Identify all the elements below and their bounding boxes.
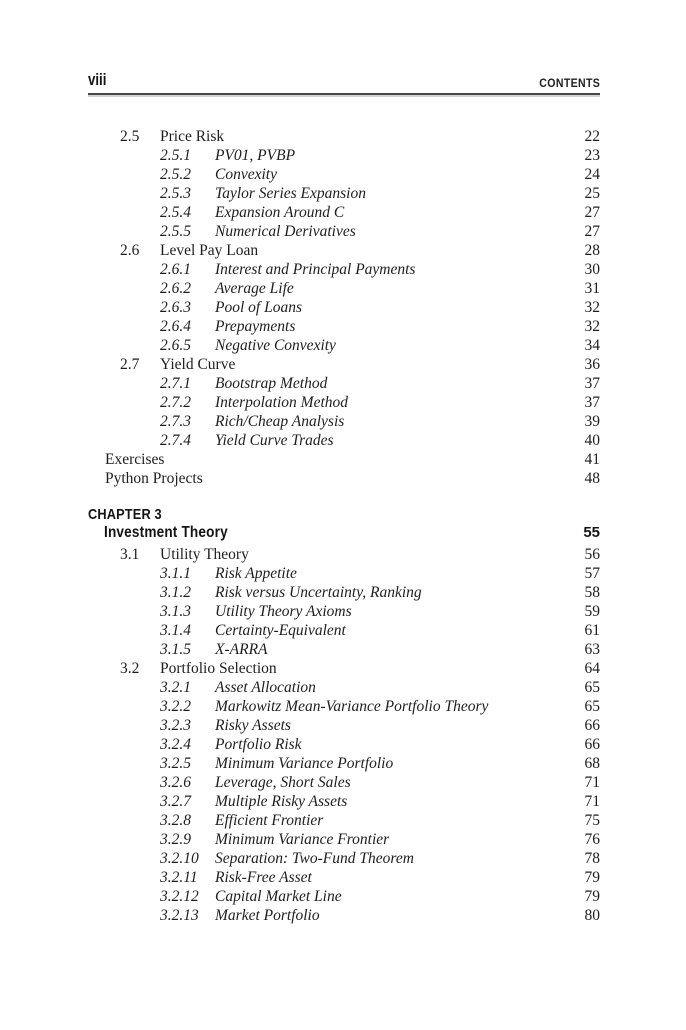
entry-number: 3.2.11 (160, 869, 198, 886)
entry-title: Risk Appetite (215, 565, 297, 582)
toc-list (88, 127, 600, 925)
entry-title: Minimum Variance Portfolio (215, 755, 394, 772)
entry-page: 41 (584, 451, 600, 468)
entry-page: 57 (584, 565, 600, 582)
entry-number: 3.1.1 (160, 565, 191, 582)
entry-number: 2.5.4 (160, 204, 191, 221)
page-folio: viii (88, 70, 107, 89)
toc-entry-subsection (88, 697, 600, 716)
entry-page: 32 (584, 318, 600, 335)
entry-title: Multiple Risky Assets (215, 793, 348, 810)
toc-entry-subsection (88, 621, 600, 640)
entry-page: 64 (584, 660, 600, 677)
entry-number: 2.5.3 (160, 185, 191, 202)
entry-title: Separation: Two-Fund Theorem (215, 850, 414, 867)
entry-page: 39 (584, 413, 600, 430)
entry-page: 79 (584, 888, 600, 905)
entry-title: Price Risk (160, 128, 225, 145)
entry-title: Risk-Free Asset (215, 869, 312, 886)
entry-title: Leverage, Short Sales (215, 774, 351, 791)
entry-number: 2.7.2 (160, 394, 191, 411)
toc-entry-subsection (88, 298, 600, 317)
entry-title: Expansion Around C (215, 204, 345, 221)
entry-title: Portfolio Risk (215, 736, 302, 753)
toc-entry-backmatter (88, 450, 600, 469)
entry-page: 59 (584, 603, 600, 620)
toc-entry-section (88, 545, 600, 564)
entry-page: 31 (584, 280, 600, 297)
toc-entry-subsection (88, 431, 600, 450)
entry-number: 3.2.9 (160, 831, 191, 848)
toc-entry-subsection (88, 773, 600, 792)
entry-number: 3.2.13 (160, 907, 199, 924)
entry-title: Capital Market Line (215, 888, 342, 905)
entry-page: 66 (584, 736, 600, 753)
toc-entry-subsection (88, 716, 600, 735)
entry-page: 68 (584, 755, 600, 772)
entry-number: 3.2.10 (160, 850, 199, 867)
entry-page: 63 (584, 641, 600, 658)
entry-number: 2.6.3 (160, 299, 191, 316)
toc-entry-subsection (88, 640, 600, 659)
entry-number: 3.1.5 (160, 641, 191, 658)
entry-page: 75 (584, 812, 600, 829)
entry-number: 3.2.4 (160, 736, 191, 753)
toc-entry-subsection (88, 868, 600, 887)
entry-page: 76 (584, 831, 600, 848)
entry-number: 3.2.5 (160, 755, 191, 772)
entry-title: Exercises (105, 451, 165, 468)
toc-entry-section (88, 127, 600, 146)
entry-title: Asset Allocation (215, 679, 316, 696)
entry-title: Level Pay Loan (160, 242, 259, 259)
toc-entry-subsection (88, 374, 600, 393)
entry-title: Interpolation Method (215, 394, 349, 411)
page-header (88, 62, 600, 95)
entry-page: 79 (584, 869, 600, 886)
toc-entry-section (88, 241, 600, 260)
toc-entry-subsection (88, 678, 600, 697)
entry-page: 40 (584, 432, 600, 449)
entry-page: 58 (584, 584, 600, 601)
entry-page: 34 (584, 337, 600, 354)
entry-title: Prepayments (215, 318, 296, 335)
entry-number: 3.2.8 (160, 812, 191, 829)
entry-title: PV01, PVBP (215, 147, 296, 164)
toc-entry-subsection (88, 754, 600, 773)
entry-number: 2.5.2 (160, 166, 191, 183)
chapter-title-cell (104, 524, 554, 542)
toc-entry-subsection (88, 203, 600, 222)
entry-title: Negative Convexity (215, 337, 336, 354)
entry-number: 2.7.3 (160, 413, 191, 430)
entry-page: 28 (584, 242, 600, 259)
header-rule (88, 93, 600, 95)
entry-number: 3.2.6 (160, 774, 191, 791)
toc-entry-subsection (88, 887, 600, 906)
entry-page: 71 (584, 793, 600, 810)
entry-title: Market Portfolio (215, 907, 320, 924)
entry-title: Average Life (215, 280, 294, 297)
entry-page: 27 (584, 204, 600, 221)
toc-entry-subsection (88, 317, 600, 336)
running-head: CONTENTS (539, 76, 600, 90)
entry-title: Numerical Derivatives (215, 223, 356, 240)
toc-entry-section (88, 659, 600, 678)
toc-entry-subsection (88, 146, 600, 165)
entry-title: Yield Curve Trades (215, 432, 334, 449)
entry-number: 2.6.2 (160, 280, 191, 297)
entry-number: 3.1 (120, 546, 140, 563)
toc-entry-subsection (88, 184, 600, 203)
toc-entry-subsection (88, 336, 600, 355)
entry-page: 37 (584, 375, 600, 392)
entry-title: Yield Curve (160, 356, 236, 373)
toc-entry-subsection (88, 412, 600, 431)
entry-number: 2.6 (120, 242, 140, 259)
entry-page: 78 (584, 850, 600, 867)
entry-title: Minimum Variance Frontier (215, 831, 390, 848)
entry-title: Risky Assets (215, 717, 291, 734)
toc-entry-subsection (88, 830, 600, 849)
entry-number: 2.7.1 (160, 375, 191, 392)
toc-entry-subsection (88, 602, 600, 621)
entry-title: X-ARRA (215, 641, 268, 658)
entry-title: Risk versus Uncertainty, Ranking (215, 584, 422, 601)
entry-title: Utility Theory Axioms (215, 603, 352, 620)
entry-number: 3.1.4 (160, 622, 191, 639)
entry-page: 36 (584, 356, 600, 373)
entry-number: 2.5 (120, 128, 140, 145)
entry-number: 2.5.5 (160, 223, 191, 240)
toc-entry-subsection (88, 735, 600, 754)
entry-page: 56 (584, 546, 600, 563)
toc-entry-subsection (88, 811, 600, 830)
toc-entry-subsection (88, 564, 600, 583)
entry-number: 3.2.3 (160, 717, 191, 734)
entry-number: 2.7 (120, 356, 140, 373)
entry-title: Rich/Cheap Analysis (215, 413, 345, 430)
entry-title: Python Projects (105, 470, 203, 487)
chapter-page: 55 (583, 524, 600, 541)
entry-page: 30 (584, 261, 600, 278)
entry-title: Markowitz Mean-Variance Portfolio Theory (215, 698, 489, 715)
entry-page: 22 (584, 128, 600, 145)
entry-number: 3.2.12 (160, 888, 199, 905)
entry-title: Bootstrap Method (215, 375, 328, 392)
chapter-title: Investment Theory (104, 524, 228, 541)
entry-page: 80 (584, 907, 600, 924)
toc-entry-subsection (88, 222, 600, 241)
toc-entry-subsection (88, 849, 600, 868)
entry-title: Utility Theory (160, 546, 249, 563)
chapter-heading-label: CHAPTER 3 (88, 506, 162, 523)
entry-title: Taylor Series Expansion (215, 185, 366, 202)
toc-entry-subsection (88, 260, 600, 279)
entry-page: 71 (584, 774, 600, 791)
entry-title: Certainty-Equivalent (215, 622, 346, 639)
toc-entry-subsection (88, 165, 600, 184)
chapter-title-row (88, 524, 600, 545)
entry-number: 3.2.2 (160, 698, 191, 715)
entry-page: 48 (584, 470, 600, 487)
entry-page: 65 (584, 698, 600, 715)
entry-title: Interest and Principal Payments (215, 261, 416, 278)
entry-page: 65 (584, 679, 600, 696)
entry-page: 32 (584, 299, 600, 316)
entry-number: 2.6.4 (160, 318, 191, 335)
toc-entry-subsection (88, 393, 600, 412)
toc-entry-backmatter (88, 469, 600, 488)
entry-page: 66 (584, 717, 600, 734)
entry-number: 2.5.1 (160, 147, 191, 164)
entry-page: 61 (584, 622, 600, 639)
entry-number: 3.2.1 (160, 679, 191, 696)
toc-entry-section (88, 355, 600, 374)
entry-title: Convexity (215, 166, 277, 183)
toc-entry-subsection (88, 906, 600, 925)
toc-entry-subsection (88, 792, 600, 811)
entry-page: 37 (584, 394, 600, 411)
entry-number: 3.1.2 (160, 584, 191, 601)
entry-title: Efficient Frontier (215, 812, 324, 829)
entry-title: Pool of Loans (215, 299, 302, 316)
entry-number: 3.2 (120, 660, 140, 677)
entry-number: 2.6.1 (160, 261, 191, 278)
entry-page: 24 (584, 166, 600, 183)
entry-number: 3.1.3 (160, 603, 191, 620)
toc-entry-subsection (88, 583, 600, 602)
entry-title: Portfolio Selection (160, 660, 277, 677)
entry-number: 2.6.5 (160, 337, 191, 354)
entry-page: 25 (584, 185, 600, 202)
entry-page: 27 (584, 223, 600, 240)
entry-number: 2.7.4 (160, 432, 191, 449)
chapter-heading (88, 505, 600, 524)
entry-number: 3.2.7 (160, 793, 191, 810)
entry-page: 23 (584, 147, 600, 164)
toc-entry-subsection (88, 279, 600, 298)
